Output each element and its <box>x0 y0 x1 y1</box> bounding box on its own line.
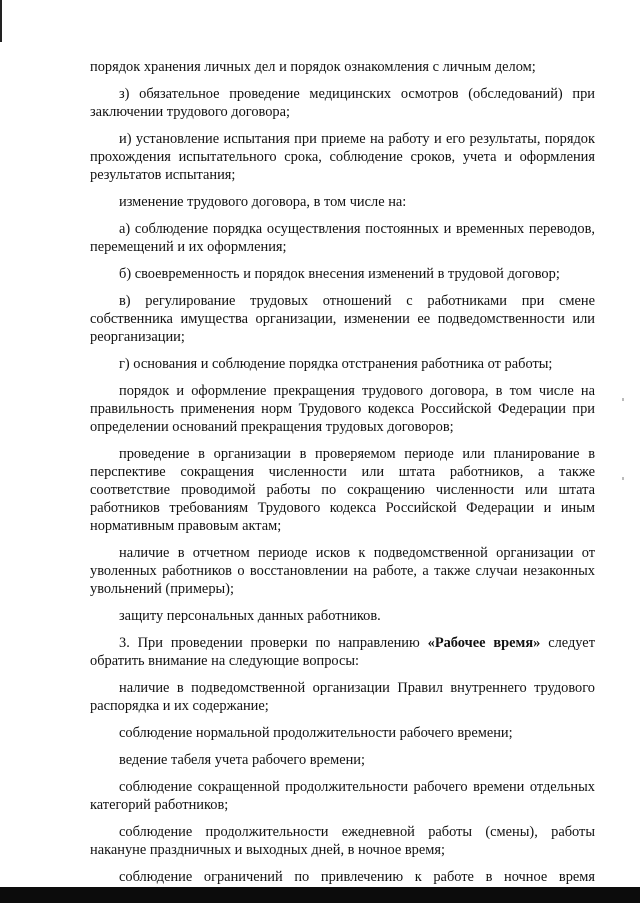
paragraph: г) основания и соблюдение порядка отстранения работника от работы; <box>119 356 553 372</box>
paragraph: соблюдение сокращенной продолжительности рабочего времени отдельных категорий работников; <box>90 779 595 813</box>
paragraph: соблюдение нормальной продолжительности рабочего времени; <box>119 725 513 741</box>
paragraph: и) установление испытания при приеме на работу и его результаты, порядок прохождения испытательного срока, соблюдение сроков, учета и оформления результатов испытания; <box>90 131 595 183</box>
scan-border-bottom <box>0 887 640 903</box>
section-3-text-end: следует обратить внимание на следующие вопросы: <box>90 635 595 669</box>
paragraph: соблюдение продолжительности ежедневной работы (смены), работы накануне праздничных и выходных дней, в ночное время; <box>90 824 595 858</box>
section-3-heading: «Рабочее время» <box>427 635 541 651</box>
section-3-text: 3. При проведении проверки по направлению <box>119 635 428 651</box>
paragraph: ведение табеля учета рабочего времени; <box>119 752 366 768</box>
paragraph: изменение трудового договора, в том числе на: <box>119 194 407 210</box>
document-body <box>90 58 595 913</box>
scan-artifact <box>622 398 624 401</box>
paragraph: порядок хранения личных дел и порядок ознакомления с личным делом; <box>90 59 536 75</box>
paragraph: проведение в организации в проверяемом периоде или планирование в перспективе сокращения численности или штата работников, а также соответствие проводимой работы по сокращению численности или штата работников требованиям Трудового кодекса Российской Федерации и иным нормативным правовым актам; <box>90 446 595 534</box>
paragraph: защиту персональных данных работников. <box>119 608 381 624</box>
paragraph: б) своевременность и порядок внесения изменений в трудовой договор; <box>119 266 560 282</box>
page-edge-mark <box>0 0 2 42</box>
paragraph: наличие в подведомственной организации Правил внутреннего трудового распорядка и их содержание; <box>90 680 595 714</box>
paragraph: в) регулирование трудовых отношений с работниками при смене собственника имущества организации, изменении ее подведомственности или реорганизации; <box>90 293 595 345</box>
paragraph: а) соблюдение порядка осуществления постоянных и временных переводов, перемещений и их оформления; <box>90 221 595 255</box>
paragraph: наличие в отчетном периоде исков к подведомственной организации от уволенных работников о восстановлении на работе, а также случаи незаконных увольнений (примеры); <box>90 545 595 597</box>
scan-artifact <box>622 477 624 480</box>
paragraph: соблюдение ограничений по привлечению к работе в ночное время <box>119 869 595 885</box>
paragraph: з) обязательное проведение медицинских осмотров (обследований) при заключении трудового договора; <box>90 86 595 120</box>
section-3-intro <box>90 634 595 670</box>
paragraph: порядок и оформление прекращения трудового договора, в том числе на правильность применения норм Трудового кодекса Российской Федерации при определении оснований прекращения трудовых договоров; <box>90 383 595 435</box>
